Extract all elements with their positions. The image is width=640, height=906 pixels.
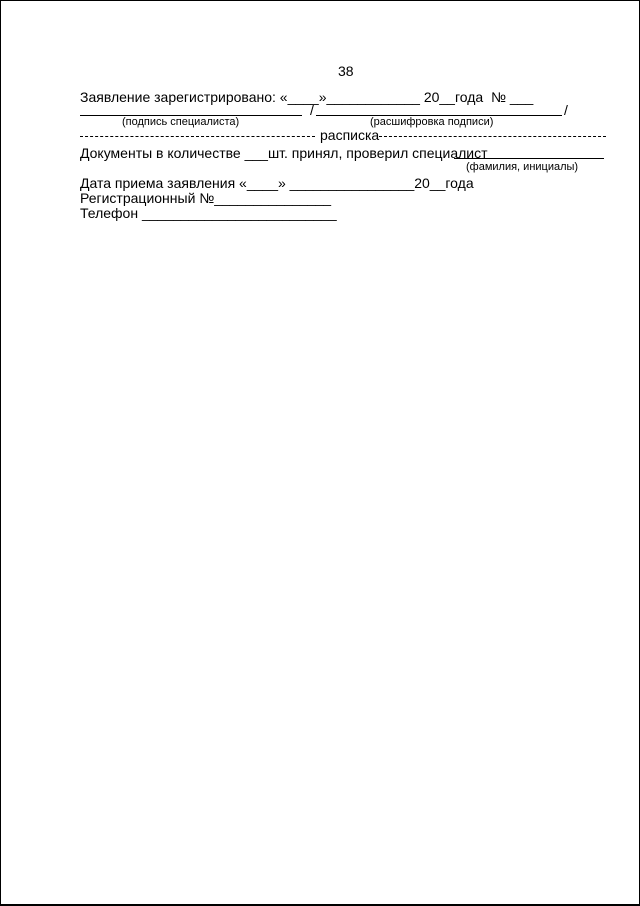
specialist-underline [454, 158, 604, 159]
slash-middle: / [310, 102, 314, 118]
documents-line: Документы в количестве ___шт. принял, проверил специалист [80, 145, 488, 161]
receipt-divider-label: расписка [320, 127, 380, 143]
receipt-divider-right [379, 136, 606, 137]
caption-signature: (подпись специалиста) [122, 116, 240, 128]
caption-name: (фамилия, инициалы) [466, 161, 579, 173]
caption-decoding: (расшифровка подписи) [370, 116, 494, 128]
receipt-divider-left [80, 136, 315, 137]
slash-end: / [564, 102, 568, 118]
registration-line: Заявление зарегистрировано: «____»____________ 20__года № ___ [80, 89, 534, 105]
phone-line: Телефон _________________________ [80, 205, 337, 221]
date-line: Дата приема заявления «____» ________________20__года [80, 175, 474, 191]
reg-number-line: Регистрационный №_______________ [80, 190, 332, 206]
page-number: 38 [338, 63, 354, 79]
